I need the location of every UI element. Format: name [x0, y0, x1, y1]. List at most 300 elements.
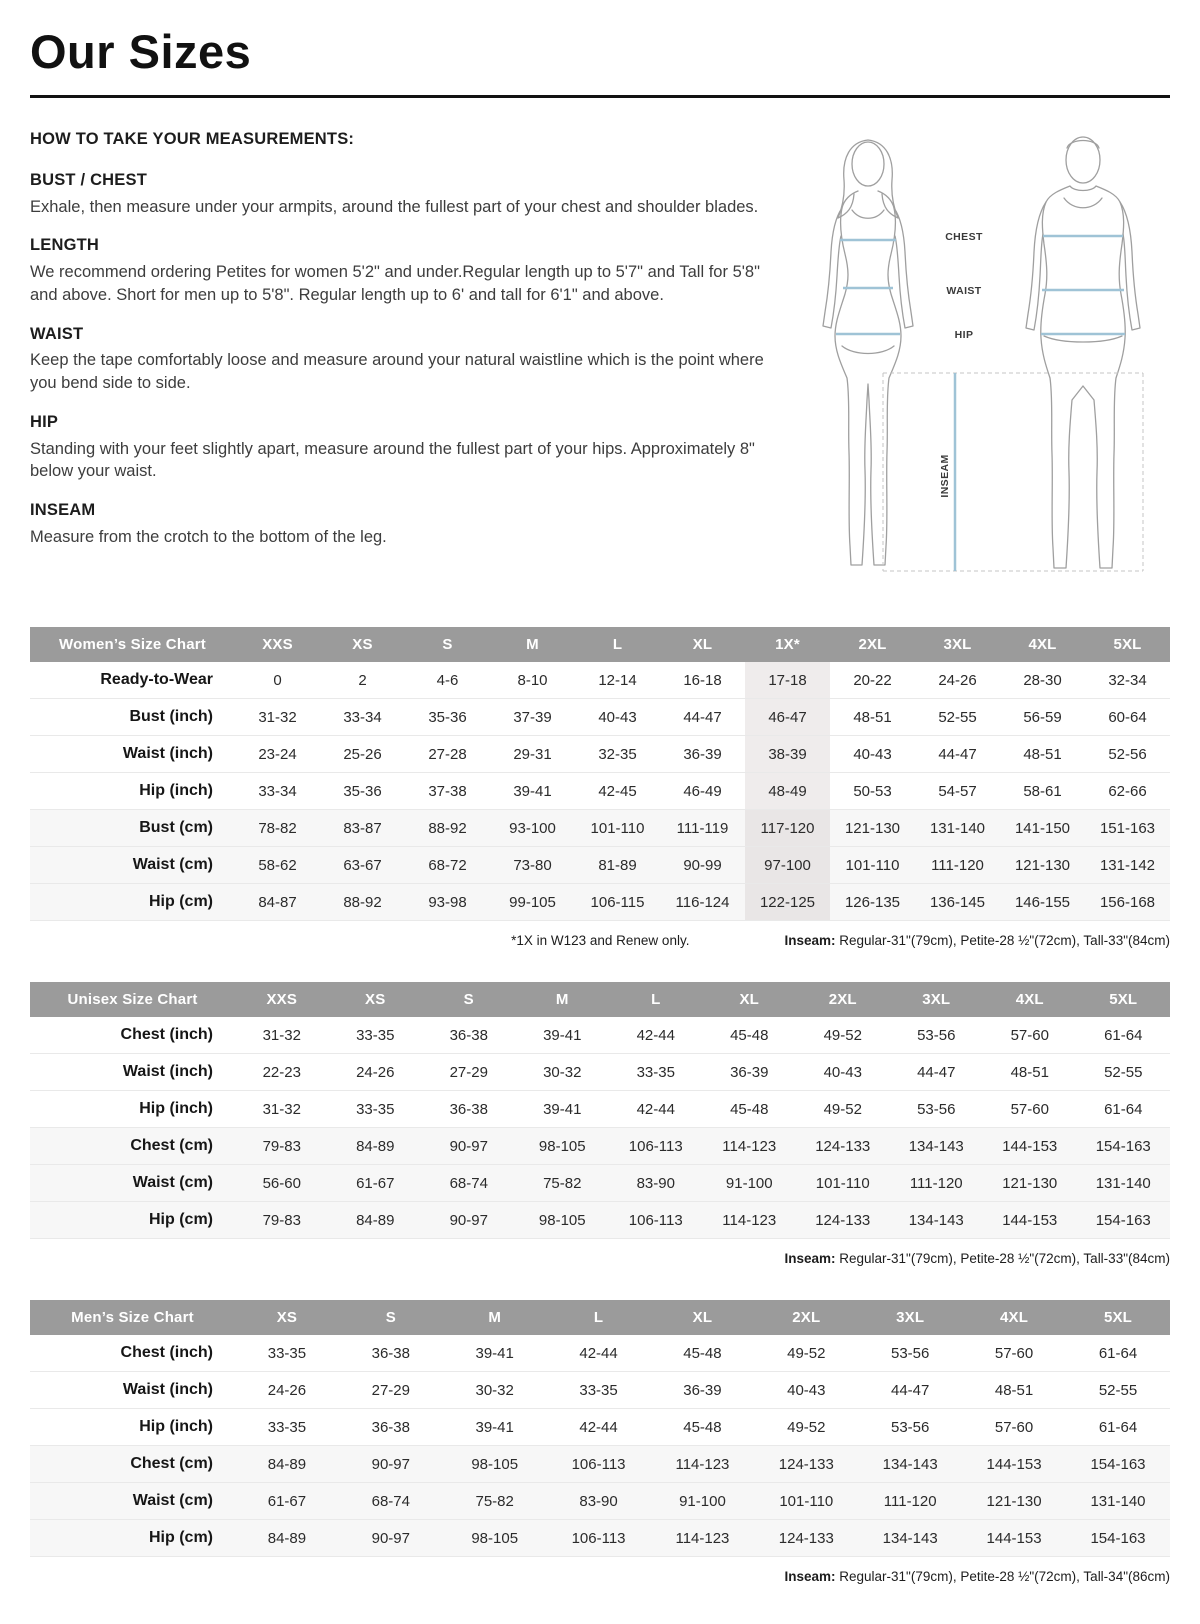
size-value-cell: 30-32: [543, 1063, 582, 1081]
female-neckline: [852, 210, 884, 218]
size-value-cell: 88-92: [428, 819, 467, 837]
size-value-cell: 54-57: [938, 782, 977, 800]
size-value-cell: 131-140: [929, 819, 986, 837]
size-value-cell: 23-24: [258, 745, 297, 763]
size-value-cell: 84-89: [356, 1211, 395, 1229]
size-value-cell: 58-62: [258, 856, 297, 874]
row-label: Waist (inch): [122, 1063, 213, 1080]
row-label: Bust (cm): [139, 819, 213, 836]
size-value-cell: 53-56: [891, 1418, 930, 1436]
size-column-header: L: [575, 627, 660, 662]
size-column-header: XS: [320, 627, 405, 662]
size-value-cell: 111-119: [676, 819, 729, 837]
female-brief-line: [842, 346, 894, 354]
size-value-cell: 84-89: [267, 1455, 307, 1473]
size-value-cell: 75-82: [475, 1492, 514, 1510]
size-value-cell: 45-48: [730, 1026, 769, 1044]
size-value-cell: 2: [358, 671, 367, 689]
size-value-cell: 36-38: [449, 1026, 488, 1044]
size-value-cell: 61-64: [1104, 1100, 1143, 1118]
size-value-cell: 42-44: [579, 1344, 618, 1362]
size-value-cell: 42-44: [636, 1026, 675, 1044]
male-neckline: [1064, 198, 1102, 208]
size-value-cell: 40-43: [823, 1063, 862, 1081]
chest-diagram-label: CHEST: [945, 231, 983, 243]
diagram-column: [795, 128, 1170, 593]
size-value-cell: 131-140: [1090, 1492, 1146, 1510]
size-value-cell: 52-56: [1108, 745, 1147, 763]
title-divider: [30, 95, 1170, 98]
size-value-cell: 122-125: [745, 884, 830, 921]
size-value-cell: 40-43: [598, 708, 637, 726]
size-value-cell: 37-38: [428, 782, 467, 800]
male-body-outline: [1041, 186, 1126, 568]
hip-title: HIP: [30, 412, 59, 431]
row-label: Waist (cm): [132, 1174, 213, 1191]
size-value-cell: 44-47: [683, 708, 722, 726]
waist-section: [30, 323, 765, 395]
size-column-header: 3XL: [890, 982, 984, 1017]
size-value-cell: 90-97: [449, 1211, 488, 1229]
size-value-cell: 93-100: [509, 819, 556, 837]
size-value-cell: 36-39: [730, 1063, 769, 1081]
female-body-outline: [835, 191, 901, 565]
female-left-arm: [823, 208, 842, 328]
size-column-header: 5XL: [1085, 627, 1170, 662]
size-value-cell: 134-143: [882, 1529, 938, 1547]
size-value-cell: 57-60: [1010, 1026, 1049, 1044]
size-value-cell: 116-124: [675, 893, 730, 911]
size-value-cell: 30-32: [475, 1381, 514, 1399]
size-value-cell: 73-80: [513, 856, 552, 874]
row-label: Waist (inch): [122, 1381, 213, 1398]
size-value-cell: 48-51: [1010, 1063, 1049, 1081]
inseam-guide-box: [883, 373, 1143, 571]
size-value-cell: 75-82: [543, 1174, 582, 1192]
size-value-cell: 154-163: [1090, 1455, 1146, 1473]
size-value-cell: 124-133: [778, 1455, 834, 1473]
size-value-cell: 31-32: [262, 1026, 301, 1044]
size-value-cell: 20-22: [853, 671, 892, 689]
size-value-cell: 144-153: [986, 1455, 1042, 1473]
size-value-cell: 90-97: [449, 1137, 488, 1155]
female-right-arm: [894, 208, 913, 328]
size-value-cell: 106-113: [628, 1137, 683, 1155]
size-value-cell: 101-110: [779, 1492, 834, 1510]
size-value-cell: 98-105: [538, 1211, 586, 1229]
inseam-diagram-label: INSEAM: [939, 454, 951, 498]
length-title: LENGTH: [30, 236, 100, 255]
size-value-cell: 126-135: [844, 893, 901, 911]
mens-inseam-footnote-label: Inseam:: [784, 1569, 836, 1584]
size-value-cell: 134-143: [908, 1137, 964, 1155]
size-value-cell: 57-60: [1010, 1100, 1049, 1118]
size-value-cell: 84-87: [258, 893, 297, 911]
instructions-text-column: [30, 128, 765, 549]
size-value-cell: 90-99: [683, 856, 722, 874]
size-value-cell: 32-35: [598, 745, 637, 763]
size-value-cell: 134-143: [908, 1211, 964, 1229]
size-value-cell: 117-120: [745, 810, 830, 847]
size-value-cell: 48-51: [1023, 745, 1062, 763]
mens-size-chart-block: [30, 1300, 1170, 1584]
length-section: [30, 234, 765, 306]
size-value-cell: 27-29: [371, 1381, 410, 1399]
size-value-cell: 136-145: [929, 893, 986, 911]
size-value-cell: 50-53: [853, 782, 892, 800]
size-value-cell: 61-67: [267, 1492, 307, 1510]
size-value-cell: 141-150: [1014, 819, 1071, 837]
size-value-cell: 101-110: [590, 819, 645, 837]
male-hair: [1067, 141, 1099, 149]
page-title: Our Sizes: [30, 25, 252, 78]
womens-inseam-footnote-label: Inseam:: [784, 933, 836, 948]
size-value-cell: 114-123: [675, 1455, 730, 1473]
size-value-cell: 39-41: [513, 782, 552, 800]
size-value-cell: 91-100: [679, 1492, 726, 1510]
size-value-cell: 45-48: [683, 1344, 722, 1362]
size-value-cell: 53-56: [917, 1100, 956, 1118]
size-column-header: S: [339, 1300, 443, 1335]
size-value-cell: 52-55: [1098, 1381, 1138, 1399]
size-value-cell: 84-89: [267, 1529, 307, 1547]
size-value-cell: 144-153: [1002, 1137, 1058, 1155]
size-value-cell: 16-18: [683, 671, 722, 689]
womens-inseam-footnote: [784, 933, 1170, 948]
size-value-cell: 42-45: [598, 782, 637, 800]
size-value-cell: 33-34: [258, 782, 297, 800]
row-label: Ready-to-Wear: [100, 671, 213, 688]
size-column-header: 4XL: [1000, 627, 1085, 662]
mens-table-footnotes: [30, 1569, 1170, 1584]
waist-body: Keep the tape comfortably loose and measure around your natural waistline which is the point where you bend side to side.: [30, 351, 764, 393]
row-label: Chest (inch): [120, 1026, 213, 1043]
size-value-cell: 121-130: [1002, 1174, 1058, 1192]
size-value-cell: 45-48: [730, 1100, 769, 1118]
size-value-cell: 31-32: [262, 1100, 301, 1118]
size-value-cell: 131-142: [1099, 856, 1156, 874]
size-value-cell: 68-72: [428, 856, 467, 874]
measurement-instructions-section: [30, 128, 1170, 593]
size-value-cell: 27-29: [449, 1063, 488, 1081]
size-value-cell: 57-60: [994, 1418, 1034, 1436]
size-value-cell: 36-38: [449, 1100, 488, 1118]
size-value-cell: 144-153: [1002, 1211, 1058, 1229]
size-value-cell: 48-51: [853, 708, 892, 726]
size-value-cell: 44-47: [917, 1063, 956, 1081]
body-measurement-diagram: [798, 128, 1170, 593]
size-value-cell: 61-64: [1104, 1026, 1143, 1044]
mens-size-chart-table: [30, 1300, 1170, 1557]
size-value-cell: 121-130: [1014, 856, 1071, 874]
size-column-header: 5XL: [1066, 1300, 1170, 1335]
size-value-cell: 39-41: [475, 1418, 514, 1436]
size-value-cell: 114-123: [722, 1137, 777, 1155]
female-hair: [838, 140, 898, 218]
size-value-cell: 124-133: [815, 1211, 871, 1229]
size-value-cell: 101-110: [845, 856, 900, 874]
size-value-cell: 134-143: [882, 1455, 938, 1473]
size-column-header: S: [405, 627, 490, 662]
size-column-header: XS: [235, 1300, 339, 1335]
size-value-cell: 106-113: [571, 1529, 626, 1547]
size-value-cell: 61-64: [1098, 1418, 1138, 1436]
size-value-cell: 44-47: [891, 1381, 930, 1399]
female-head: [852, 142, 884, 186]
waist-title: WAIST: [30, 324, 84, 343]
size-value-cell: 124-133: [778, 1529, 834, 1547]
size-value-cell: 106-113: [571, 1455, 626, 1473]
unisex-size-chart-block: [30, 982, 1170, 1266]
table-title: Women’s Size Chart: [30, 627, 235, 662]
size-value-cell: 61-67: [356, 1174, 395, 1192]
unisex-inseam-footnote: [784, 1251, 1170, 1266]
size-value-cell: 68-74: [449, 1174, 488, 1192]
size-column-header: XS: [329, 982, 423, 1017]
size-value-cell: 63-67: [343, 856, 382, 874]
size-value-cell: 36-39: [683, 1381, 722, 1399]
size-column-header: M: [443, 1300, 547, 1335]
size-value-cell: 31-32: [258, 708, 297, 726]
size-column-header: 4XL: [983, 982, 1077, 1017]
size-value-cell: 84-89: [356, 1137, 395, 1155]
size-value-cell: 39-41: [543, 1026, 582, 1044]
male-shorts-line: [1044, 336, 1122, 342]
size-value-cell: 24-26: [267, 1381, 307, 1399]
size-value-cell: 33-35: [579, 1381, 618, 1399]
size-value-cell: 83-90: [636, 1174, 675, 1192]
table-title: Men’s Size Chart: [30, 1300, 235, 1335]
size-column-header: L: [609, 982, 703, 1017]
hip-body: Standing with your feet slightly apart, measure around the fullest part of your hips. Approximately 8" below your waist.: [30, 439, 755, 481]
size-column-header: M: [490, 627, 575, 662]
row-label: Chest (inch): [120, 1344, 213, 1361]
table-title: Unisex Size Chart: [30, 982, 235, 1017]
size-value-cell: 35-36: [343, 782, 382, 800]
size-value-cell: 44-47: [938, 745, 977, 763]
size-value-cell: 62-66: [1108, 782, 1147, 800]
size-value-cell: 81-89: [598, 856, 637, 874]
size-column-header: 2XL: [796, 982, 890, 1017]
size-value-cell: 121-130: [986, 1492, 1042, 1510]
size-value-cell: 97-100: [745, 847, 830, 884]
size-value-cell: 124-133: [815, 1137, 871, 1155]
size-value-cell: 48-51: [994, 1381, 1034, 1399]
size-value-cell: 52-55: [1104, 1063, 1143, 1081]
size-value-cell: 53-56: [917, 1026, 956, 1044]
size-value-cell: 78-82: [258, 819, 297, 837]
size-value-cell: 38-39: [745, 736, 830, 773]
size-value-cell: 40-43: [853, 745, 892, 763]
row-label: Bust (inch): [129, 708, 213, 725]
size-value-cell: 8-10: [517, 671, 548, 689]
size-value-cell: 98-105: [471, 1455, 519, 1473]
size-value-cell: 154-163: [1095, 1137, 1151, 1155]
size-value-cell: 79-83: [262, 1137, 301, 1155]
womens-size-chart-table: [30, 627, 1170, 921]
size-value-cell: 17-18: [745, 662, 830, 699]
size-value-cell: 33-34: [343, 708, 382, 726]
size-column-header: XL: [703, 982, 797, 1017]
size-value-cell: 88-92: [343, 893, 382, 911]
size-value-cell: 151-163: [1099, 819, 1156, 837]
size-value-cell: 111-120: [909, 1174, 963, 1192]
size-column-header: 4XL: [962, 1300, 1066, 1335]
size-value-cell: 33-35: [267, 1418, 307, 1436]
size-value-cell: 35-36: [428, 708, 467, 726]
size-value-cell: 42-44: [579, 1418, 618, 1436]
size-column-header: XXS: [235, 627, 320, 662]
size-value-cell: 90-97: [371, 1529, 410, 1547]
row-label: Chest (cm): [130, 1455, 213, 1472]
size-value-cell: 83-87: [343, 819, 382, 837]
size-value-cell: 27-28: [428, 745, 467, 763]
size-value-cell: 46-47: [745, 699, 830, 736]
size-value-cell: 33-35: [636, 1063, 675, 1081]
size-value-cell: 83-90: [579, 1492, 618, 1510]
bust-chest-body: Exhale, then measure under your armpits, around the fullest part of your chest and shoulder blades.: [30, 197, 759, 216]
size-value-cell: 24-26: [938, 671, 977, 689]
size-value-cell: 36-38: [371, 1344, 410, 1362]
length-body: We recommend ordering Petites for women 5'2" and under.Regular length up to 5'7" and Tall for 5'8" and above. Short for men up to 5'8". Regular length up to 6' and tall for 6'1" and above.: [30, 263, 760, 304]
size-value-cell: 56-59: [1023, 708, 1062, 726]
inseam-title: INSEAM: [30, 501, 96, 520]
instructions-heading: HOW TO TAKE YOUR MEASUREMENTS:: [30, 130, 355, 148]
size-column-header: XL: [651, 1300, 755, 1335]
row-label: Hip (cm): [149, 1211, 213, 1228]
size-column-header: S: [422, 982, 516, 1017]
size-value-cell: 39-41: [475, 1344, 514, 1362]
size-value-cell: 42-44: [636, 1100, 675, 1118]
size-value-cell: 58-61: [1023, 782, 1062, 800]
size-value-cell: 49-52: [787, 1418, 826, 1436]
unisex-size-chart-table: [30, 982, 1170, 1239]
size-value-cell: 56-60: [262, 1174, 301, 1192]
one-x-footnote: *1X in W123 and Renew only.: [511, 933, 690, 948]
size-column-header: 2XL: [830, 627, 915, 662]
size-value-cell: 144-153: [986, 1529, 1042, 1547]
size-value-cell: 111-120: [883, 1492, 937, 1510]
size-value-cell: 106-115: [590, 893, 645, 911]
size-column-header: 3XL: [858, 1300, 962, 1335]
size-value-cell: 91-100: [725, 1174, 773, 1192]
size-value-cell: 40-43: [787, 1381, 826, 1399]
size-column-header: M: [516, 982, 610, 1017]
hip-diagram-label: HIP: [954, 329, 974, 341]
size-value-cell: 45-48: [683, 1418, 722, 1436]
size-value-cell: 48-49: [745, 773, 830, 810]
size-value-cell: 114-123: [675, 1529, 730, 1547]
size-value-cell: 37-39: [513, 708, 552, 726]
size-value-cell: 22-23: [262, 1063, 301, 1081]
size-value-cell: 121-130: [844, 819, 901, 837]
size-value-cell: 46-49: [683, 782, 722, 800]
mens-inseam-footnote-text: Regular-31"(79cm), Petite-28 ½"(72cm), Tall-34"(86cm): [839, 1569, 1170, 1584]
row-label: Hip (inch): [139, 782, 213, 799]
size-column-header: XL: [660, 627, 745, 662]
size-value-cell: 36-39: [683, 745, 722, 763]
size-value-cell: 33-35: [356, 1100, 395, 1118]
row-label: Waist (cm): [132, 1492, 213, 1509]
size-column-header: 2XL: [754, 1300, 858, 1335]
size-value-cell: 79-83: [262, 1211, 301, 1229]
bust-chest-section: [30, 169, 765, 219]
size-value-cell: 24-26: [356, 1063, 395, 1081]
row-label: Chest (cm): [130, 1137, 213, 1154]
size-value-cell: 68-74: [371, 1492, 410, 1510]
bust-chest-title: BUST / CHEST: [30, 170, 147, 189]
size-value-cell: 93-98: [428, 893, 467, 911]
unisex-inseam-footnote-label: Inseam:: [784, 1251, 836, 1266]
inseam-body: Measure from the crotch to the bottom of the leg.: [30, 527, 387, 546]
size-value-cell: 98-105: [471, 1529, 519, 1547]
womens-table-footnotes: [30, 933, 1170, 948]
row-label: Hip (inch): [139, 1100, 213, 1117]
size-value-cell: 29-31: [513, 745, 552, 763]
inseam-section: [30, 499, 765, 549]
size-value-cell: 60-64: [1108, 708, 1147, 726]
womens-size-chart-block: [30, 627, 1170, 948]
waist-diagram-label: WAIST: [946, 285, 982, 297]
size-value-cell: 33-35: [267, 1344, 307, 1362]
size-value-cell: 49-52: [823, 1100, 862, 1118]
size-value-cell: 0: [273, 671, 282, 689]
size-column-header: 1X*: [745, 627, 830, 662]
size-value-cell: 99-105: [509, 893, 556, 911]
mens-inseam-footnote: [784, 1569, 1170, 1584]
size-value-cell: 33-35: [356, 1026, 395, 1044]
size-value-cell: 154-163: [1090, 1529, 1146, 1547]
size-value-cell: 114-123: [722, 1211, 777, 1229]
size-column-header: L: [547, 1300, 651, 1335]
size-value-cell: 53-56: [891, 1344, 930, 1362]
size-value-cell: 57-60: [994, 1344, 1034, 1362]
size-value-cell: 4-6: [436, 671, 459, 689]
size-value-cell: 131-140: [1095, 1174, 1151, 1192]
size-column-header: XXS: [235, 982, 329, 1017]
size-value-cell: 90-97: [371, 1455, 410, 1473]
size-value-cell: 25-26: [343, 745, 382, 763]
size-value-cell: 12-14: [598, 671, 637, 689]
row-label: Hip (cm): [149, 893, 213, 910]
size-value-cell: 106-113: [628, 1211, 683, 1229]
unisex-table-footnotes: [30, 1251, 1170, 1266]
size-value-cell: 111-120: [931, 856, 984, 874]
size-column-header: 3XL: [915, 627, 1000, 662]
row-label: Waist (cm): [132, 856, 213, 873]
hip-section: [30, 411, 765, 483]
size-value-cell: 98-105: [538, 1137, 586, 1155]
size-value-cell: 32-34: [1108, 671, 1147, 689]
size-column-header: 5XL: [1077, 982, 1171, 1017]
size-value-cell: 101-110: [815, 1174, 870, 1192]
size-value-cell: 52-55: [938, 708, 977, 726]
row-label: Hip (inch): [139, 1418, 213, 1435]
size-value-cell: 39-41: [543, 1100, 582, 1118]
womens-inseam-footnote-text: Regular-31"(79cm), Petite-28 ½"(72cm), Tall-33"(84cm): [839, 933, 1170, 948]
size-value-cell: 28-30: [1023, 671, 1062, 689]
row-label: Waist (inch): [122, 745, 213, 762]
size-value-cell: 49-52: [787, 1344, 826, 1362]
size-value-cell: 49-52: [823, 1026, 862, 1044]
unisex-inseam-footnote-text: Regular-31"(79cm), Petite-28 ½"(72cm), Tall-33"(84cm): [839, 1251, 1170, 1266]
size-value-cell: 61-64: [1098, 1344, 1138, 1362]
size-value-cell: 36-38: [371, 1418, 410, 1436]
size-value-cell: 156-168: [1099, 893, 1156, 911]
size-value-cell: 146-155: [1014, 893, 1071, 911]
row-label: Hip (cm): [149, 1529, 213, 1546]
size-value-cell: 154-163: [1095, 1211, 1151, 1229]
